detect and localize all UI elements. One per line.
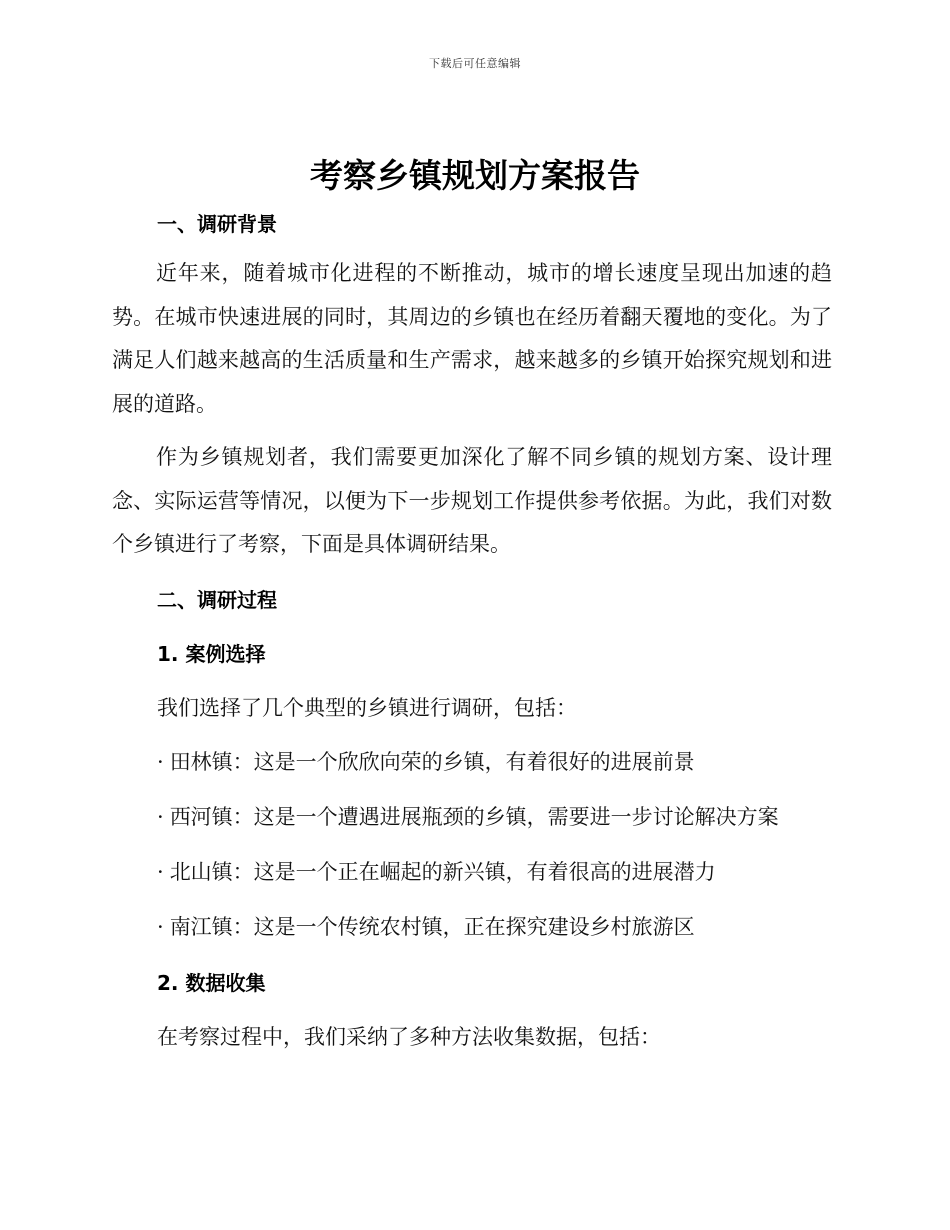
document-title: 考察乡镇规划方案报告 bbox=[310, 156, 640, 195]
list-item bbox=[157, 801, 779, 831]
bullet-icon: · bbox=[157, 860, 164, 884]
section-heading-background: 一、调研背景 bbox=[157, 212, 277, 236]
list-item-text: 田林镇：这是一个欣欣向荣的乡镇，有着很好的进展前景 bbox=[169, 750, 695, 774]
case-selection-intro: 我们选择了几个典型的乡镇进行调研，包括： bbox=[157, 696, 577, 720]
list-item-text: 西河镇：这是一个遭遇进展瓶颈的乡镇，需要进一步讨论解决方案 bbox=[169, 805, 779, 829]
paragraph-background-2: 作为乡镇规划者，我们需要更加深化了解不同乡镇的规划方案、设计理念、实际运营等情况，以便为下一步规划工作提供参考依据。为此，我们对数个乡镇进行了考察，下面是具体调研结果。 bbox=[112, 445, 832, 556]
subheading-case-selection: 1. 案例选择 bbox=[157, 642, 266, 666]
list-item bbox=[157, 911, 695, 941]
section-heading-process: 二、调研过程 bbox=[157, 588, 277, 612]
bullet-icon: · bbox=[157, 750, 164, 774]
list-item bbox=[157, 856, 716, 886]
list-item-text: 北山镇：这是一个正在崛起的新兴镇，有着很高的进展潜力 bbox=[169, 860, 716, 884]
header-note: 下载后可任意编辑 bbox=[429, 57, 521, 70]
bullet-icon: · bbox=[157, 805, 164, 829]
bullet-icon: · bbox=[157, 915, 164, 939]
data-collection-intro: 在考察过程中，我们采纳了多种方法收集数据，包括： bbox=[157, 1025, 661, 1049]
list-item bbox=[157, 746, 695, 776]
subheading-data-collection: 2. 数据收集 bbox=[157, 971, 266, 995]
paragraph-background-1: 近年来，随着城市化进程的不断推动，城市的增长速度呈现出加速的趋势。在城市快速进展的同时，其周边的乡镇也在经历着翻天覆地的变化。为了满足人们越来越高的生活质量和生产需求，越来越多的乡镇开始探究规划和进展的道路。 bbox=[112, 261, 832, 416]
list-item-text: 南江镇：这是一个传统农村镇，正在探究建设乡村旅游区 bbox=[169, 915, 695, 939]
